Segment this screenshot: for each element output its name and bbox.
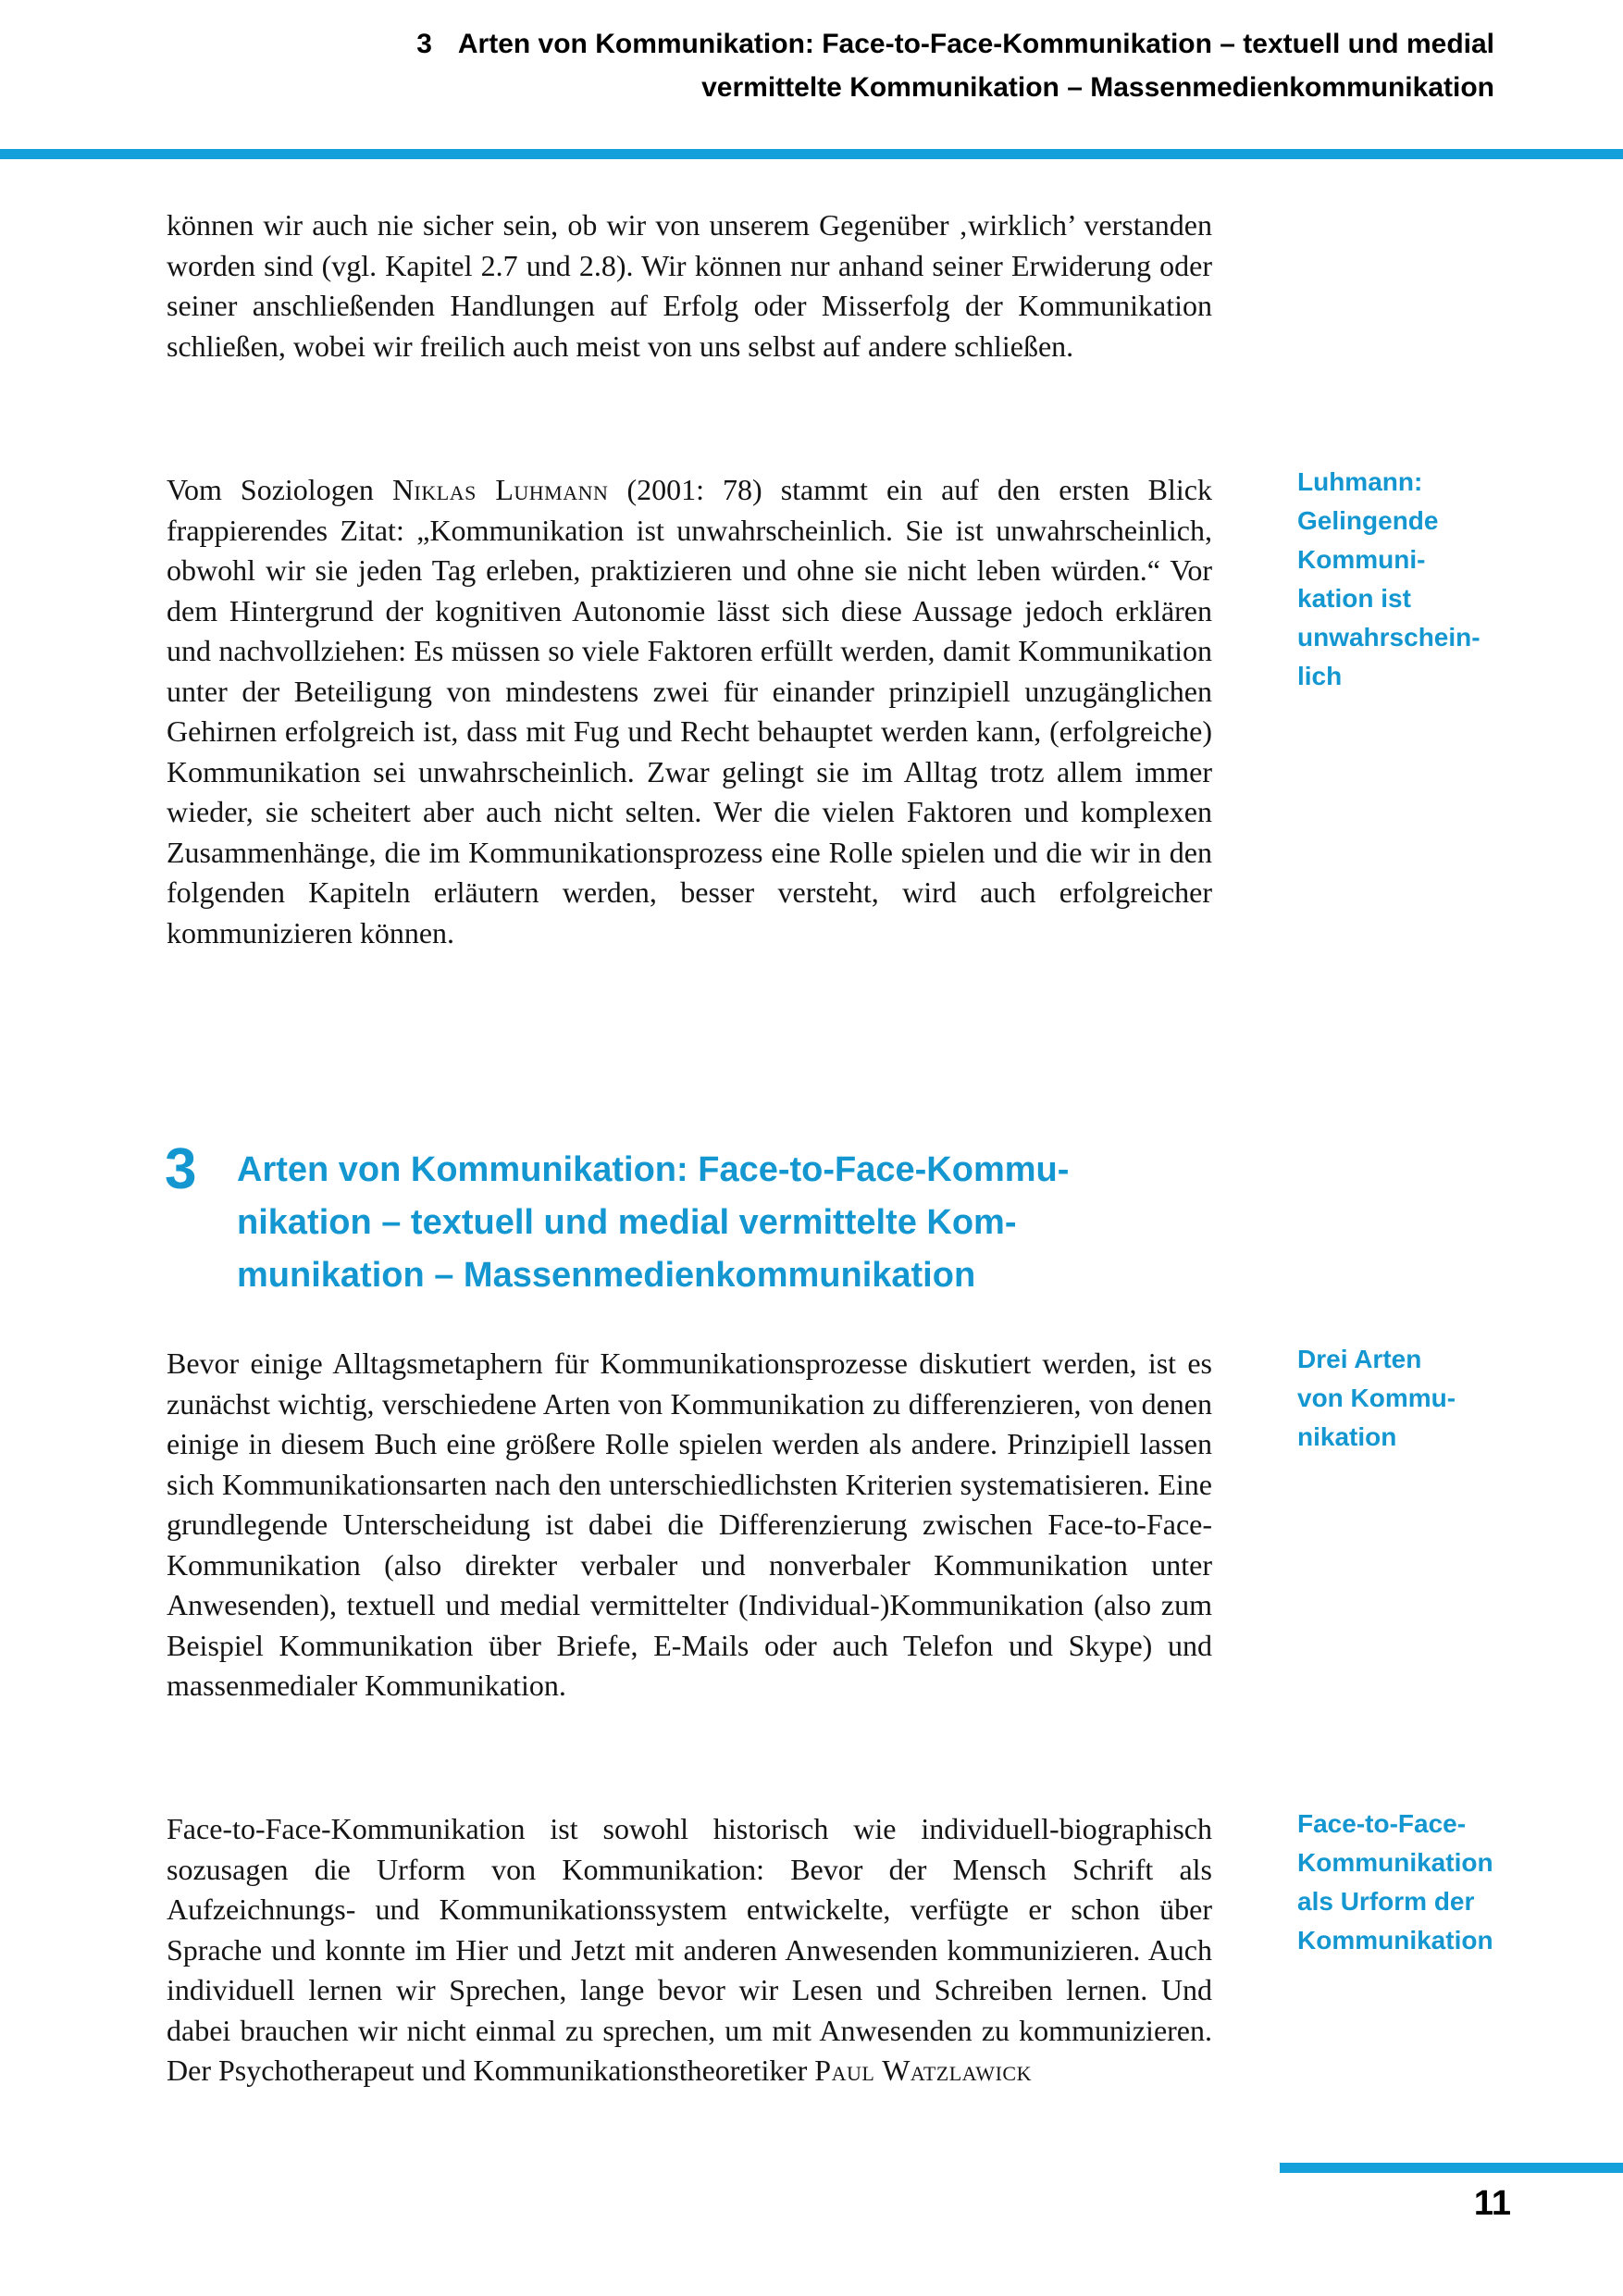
- running-header-line2: vermittelte Kommunikation – Massenmedienkommunikation: [701, 72, 1494, 103]
- page-number: 11: [1473, 2184, 1511, 2223]
- margin-note-face-to-face: Face-to-Face- Kommunikation als Urform der Kommunikation: [1297, 1809, 1493, 1955]
- body-paragraph-4: Face-to-Face-Kommunikation ist sowohl historisch wie individuell-biographisch sozusagen die Urform von Kommunikation: Bevor der Mensch Schrift als Aufzeichnungs- und Kommunikationssystem entwickelte, verfügte er schon über Sprache und konnte im Hier und Jetzt mit anderen Anwesenden kommunizieren. Auch individuell lernen wir Sprechen, lange bevor wir Lesen und Schreiben lernen. Und dabei brauchen wir nicht einmal zu sprechen, um mit Anwesenden zu kommunizieren. Der Psychotherapeut und Kommunikationstheoretiker Paul Watzlawick: [167, 1812, 1212, 2087]
- footer-rule: [1280, 2163, 1623, 2173]
- body-paragraph-1: können wir auch nie sicher sein, ob wir von unserem Gegenüber ‚wirklich’ verstanden worden sind (vgl. Kapitel 2.7 und 2.8). Wir können nur anhand seiner Erwiderung oder seiner anschließenden Handlungen auf Erfolg oder Misserfolg der Kommunikation schließen, wobei wir freilich auch meist von uns selbst auf andere schließen.: [167, 208, 1212, 363]
- header-rule: [0, 149, 1623, 159]
- margin-note-luhmann: Luhmann: Gelingende Kommuni- kation ist unwahrschein- lich: [1297, 467, 1481, 690]
- running-header-chapter-number: 3: [416, 29, 432, 59]
- running-header: [416, 22, 1494, 109]
- body-paragraph-3: Bevor einige Alltagsmetaphern für Kommunikationsprozesse diskutiert werden, ist es zunächst wichtig, verschiedene Arten von Kommunikation zu differenzieren, von denen einige in diesem Buch eine größere Rolle spielen werden als andere. Prinzipiell lassen sich Kommunikationsarten nach den unterschiedlichsten Kriterien systematisieren. Eine grundlegende Unterscheidung ist dabei die Differenzierung zwischen Face-to-Face-Kommunikation (also direkter verbaler und nonverbaler Kommunikation unter Anwesenden), textuell und medial vermittelter (Individual-)Kommunikation (also zum Beispiel Kommunikation über Briefe, E-Mails oder auch Telefon und Skype) und massenmedialer Kommunikation.: [167, 1347, 1212, 1702]
- section-heading-number: 3: [165, 1137, 197, 1201]
- running-header-line1: [416, 22, 1494, 66]
- body-paragraph-2: Vom Soziologen Niklas Luhmann (2001: 78) stammt ein auf den ersten Blick frappierendes Zitat: „Kommunikation ist unwahrscheinlich. Sie ist unwahrscheinlich, obwohl wir sie jeden Tag erleben, praktizieren und ohne sie nicht leben würden.“ Vor dem Hintergrund der kognitiven Autonomie lässt sich diese Aussage jedoch erklären und nachvollziehen: Es müssen so viele Faktoren erfüllt werden, damit Kommunikation unter der Beteiligung von mindestens zwei für einander prinzipiell unzugänglichen Gehirnen erfolgreich ist, dass mit Fug und Recht behauptet werden kann, (erfolgreiche) Kommunikation sei unwahrscheinlich. Zwar gelingt sie im Alltag trotz allem immer wieder, sie scheitert aber auch nicht selten. Wer die vielen Faktoren und komplexen Zusammenhänge, die im Kommunikationsprozess eine Rolle spielen und die wir in den folgenden Kapiteln erläutern werden, besser versteht, wird auch erfolgreicher kommunizieren können.: [167, 473, 1213, 949]
- margin-note-drei-arten: Drei Arten von Kommu- nikation: [1297, 1345, 1456, 1451]
- section-heading-title: Arten von Kommunikation: Face-to-Face-Kommu- nikation – textuell und medial vermittelte Kom- munikation – Massenmedienkommunikation: [237, 1150, 1070, 1295]
- running-header-line1-text: Arten von Kommunikation: Face-to-Face-Kommunikation – textuell und medial: [457, 29, 1494, 59]
